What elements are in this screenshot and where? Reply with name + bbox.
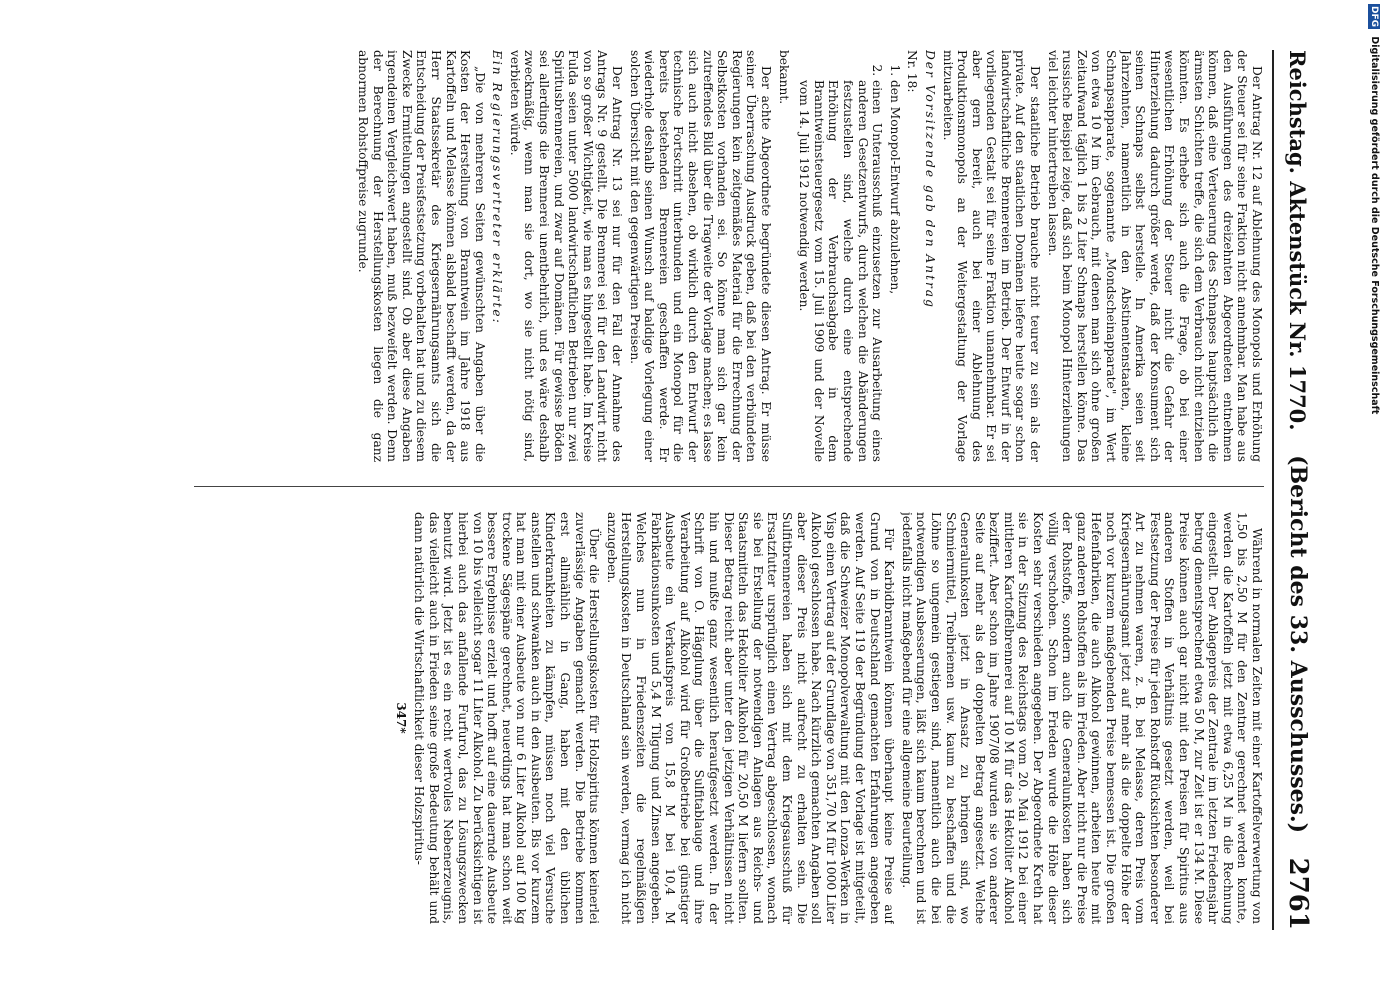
paragraph: Für Karbidbranntwein können überhaupt keine Preise auf Grund von in Deutschland gemachten Erfahrungen angegeben werden. Auf Seite 119 der Begründung der Vorlage ist mitgeteilt, daß die Schweizer Monopolverwaltung mit den Lonza-Werken in Visp einen Vertrag auf der Grundlage von 351,70 M für 1000 Liter Alkohol geschlossen habe. Nach kürzlich gemachten Angaben soll aber dieser Preis nicht aufrecht zu erhalten sein. Die Sulfitbrennereien haben sich mit dem Kriegsausschuß für Ersatzfutter ursprünglich einen Vertrag abgeschlossen, wonach sie bei Erstellung der notwendigen Anlagen aus Reichs- und Staatsmitteln das Hektoliter Alkohol für 20,50 M liefern sollten. Dieser Betrag reicht aber unter den jetzigen Verhältnissen nicht hin und mußte ganz wesentlich heraufgesetzt werden. In der Schrift von O. Hägglung über die Sulfitablauge und ihre Verarbeitung auf Alkohol wird für Großbetriebe bei günstiger Ausbeute ein Verkaufspreis von 15,8 M bei 10,4 M Fabrikationsunkosten und 5,4 M Tilgung und Zinsen angegeben. Welches nun in Friedenszeiten die regelmäßigen Herstellungskosten in Deutschland sein werden, vermag ich nicht anzugeben. [604, 512, 897, 924]
paragraph: Der Antrag Nr. 12 auf Ablehnung des Monopols und Erhöhung der Steuer sei für seine Fraktion nicht annehmbar. Man habe aus den Ausführungen des dreizehnten Abgeordneten entnehmen können, daß eine Verteuerung des Schnapses hauptsächlich die ärmsten Schichten treffe, die sich dem Verbrauch nicht entziehen könnten. Es erhebe sich auch die Frage, ob bei einer wesentlichen Erhöhung der Steuer nicht die Gefahr der Hinterziehung dadurch größer werde, daß der Konsument sich seinen Schnaps selbst herstelle. In Amerika seien seit Jahrzehnten, namentlich in den Abstinentenstaaten, kleine Schnapsapparate, sogenannte „Mondscheinapparate", im Wert von etwa 10 M im Gebrauch, mit denen man sich ohne großen Zeitaufwand täglich 1 bis 2 Liter Schnaps herstellen könne. Das russische Beispiel zeige, daß sich beim Monopol Hinterziehungen viel leichter hintertreiben lassen. [1045, 50, 1264, 462]
paragraph: Der staatliche Betrieb brauche nicht teurer zu sein als der private. Auf den staatlichen Domänen liefere heute sogar schon landwirtschaftliche Brennereien im Betrieb. Der Entwurf in der vorliegenden Gestalt sei für seine Fraktion unannehmbar. Er sei aber gern bereit, auch bei einer Ablehnung des Produktionsmonopols an der Weitergestaltung der Vorlage mitzuarbeiten. [940, 50, 1043, 462]
digitization-text: Digitalisierung gefördert durch die Deutsche Forschungsgemeinschaft [1369, 36, 1380, 415]
chair-heading: Der Vorsitzende gab den Antrag [922, 50, 937, 309]
motion-item: 1. den Monopol-Entwurf abzulehnen, [887, 80, 902, 462]
bekannt-text: bekannt. [776, 50, 791, 105]
gov-heading: Ein Regierungsvertreter erklärte: [490, 50, 505, 325]
page-number: 2761 [1283, 857, 1313, 930]
column-divider [194, 486, 1264, 487]
paragraph: Während in normalen Zeiten mit einer Kartoffelverwertung von 1,50 bis 2,50 M für den Zentner gerechnet werden konnte, werden die Kartoffeln jetzt mit etwa 6,25 M in die Rechnung eingestellt. Der Ablagepreis der Zentrale im letzten Friedensjahr betrug dementsprechend etwa 50 M, zur Zeit ist er 134 M. Diese Preise können auch gar nicht mit den Preisen für Spiritus aus anderen Stoffen in Verhältnis gesetzt werden, weil bei Festsetzung der Preise für jeden Rohstoff Rücksichten besonderer Art zu nehmen waren, z. B. bei Melasse, deren Preis vom Kriegsernährungsamt jetzt auf mehr als die doppelte Höhe der noch vor kurzem maßgebenden Preise bemessen ist. Die großen Hefenfabriken, die auch Alkohol gewinnen, arbeiten heute mit ganz anderen Rohstoffen als im Frieden. Aber nicht nur die Preise der Rohstoffe, sondern auch die Generalunkosten haben sich völlig verschoben. Schon im Frieden wurde die Höhe dieser Kosten sehr verschieden angegeben. Der Abgeordnete Kreth hat sie in der Sitzung des Reichstags vom 20. Mai 1912 bei einer mittleren Kartoffelbrennerei auf 10 M für das Hektoliter Alkohol beziffert. Aber schon im Jahre 1907/08 wurden sie von anderer Seite auf mehr als den doppelten Betrag angesetzt. Welche Generalunkosten jetzt in Ansatz zu bringen sind, wo Schmiermittel, Treibriemen usw. kaum zu beschaffen und die Löhne so ungemein gestiegen sind, namentlich auch die bei notwendigen Ausbesserungen, läßt sich kaum berechnen und ist jedenfalls nicht maßgebend für eine allgemeine Beurteilung. [899, 512, 1264, 924]
motion-item: 2. einen Unterausschuß einzusetzen zur Ausarbeitung eines anderen Gesetzentwurfs, durch welchen die Abänderungen festzustellen sind, welche durch eine entsprechende Erhöhung der Verbrauchsabgabe in dem Branntweinsteuergesetz vom 15. Juli 1909 und der Novelle vom 14. Juli 1912 notwendig werden. [797, 80, 885, 462]
motion-label: Nr. 18: [905, 50, 920, 93]
rotated-page [80, 50, 1320, 930]
paragraph: Der achte Abgeordnete begründete diesen Antrag. Er müsse seiner Überraschung Ausdruck geben, daß bei den verbündeten Regierungen kein zeitgemäßes Material für die Errechnung der Selbstkosten vorhanden sei. So könne man sich gar kein zutreffendes Bild über die Tragweite der Vorlage machen; es lasse sich auch nicht absehen, ob wirklich durch den Entwurf der technische Fortschritt unterbunden und ein Monopol für die bereits bestehenden Brennereien geschaffen werde. Er wiederhole deshalb seinen Wunsch auf baldige Vorlegung einer solchen Übersicht mit den gegenwärtigen Preisen. [627, 50, 773, 462]
left-column [114, 50, 1264, 462]
paragraph: Über die Herstellungskosten für Holzspiritus können keinerlei zuverlässige Angaben gemacht werden. Die Betriebe kommen erst allmählich in Gang, haben mit den üblichen Kinderkrankheiten zu kämpfen, müssen noch viel Versuche anstellen und schwanken auch in den Ausbeuten. Bis vor kurzem hat man mit einer Ausbeute von nur 6 Liter Alkohol auf 100 kg trockene Sägespäne gerechnet, neuerdings hat man schon weit bessere Ergebnisse erzielt und hofft auf eine dauernde Ausbeute von 10 bis vielleicht sogar 11 Liter Alkohol. Zu berücksichtigen ist hierbei auch das anfallende Furfurol, das zu Lösungszwecken benutzt wird. Jetzt ist es ein recht wertvolles Nebenerzeugnis, das vielleicht auch in Frieden seine große Bedeutung behält und dann natürlich die Wirtschaftlichkeit dieser Holzspiritus- [412, 512, 602, 924]
paragraph: Der Antrag Nr. 13 sei nur für den Fall der Annahme des Antrags Nr. 9 gestellt. Die Brennerei sei für den Landwirt nicht von so großer Wichtigkeit, wie man es hingestellt habe. Im Kreise Fulda seien unter 5000 landwirtschaftlichen Betrieben nur zwei Spiritusbrennereien, und zwar auf Domänen. Für gewisse Böden sei allerdings die Brennerei unentbehrlich, und es wäre deshalb zweckmäßig, wenn man sie dort, wo sie nicht nötig sind, verbieten würde. [507, 50, 625, 462]
motion-list [797, 50, 902, 462]
header-report: (Bericht des 33. Ausschusses.) [1285, 455, 1311, 834]
signature-mark: 347* [393, 702, 408, 734]
digitization-note [1368, 4, 1380, 414]
paragraph: „Die von mehreren Seiten gewünschten Angaben über die Kosten der Herstellung von Branntwein im Jahre 1918 aus Kartoffeln und Melasse können alsbald beschafft werden, da der Herr Staatssekretär des Kriegsernährungsamts sich die Entscheidung der Preisfestsetzung vorbehalten hat und zu diesem Zwecke Ermittelungen angestellt sind. Ob aber diese Angaben irgendeinen Vergleichswert haben, muß bezweifelt werden. Denn der Berechnung der Herstellungskosten liegen die ganz abnormen Rohstoffpreise zugrunde. [355, 50, 487, 462]
right-column [114, 512, 1264, 924]
dfg-logo-icon: DFG [1369, 6, 1379, 28]
header-title: Reichstag. Aktenstück Nr. 1770. [1285, 50, 1311, 431]
header-rule [1272, 50, 1274, 930]
page-header [1276, 50, 1320, 930]
